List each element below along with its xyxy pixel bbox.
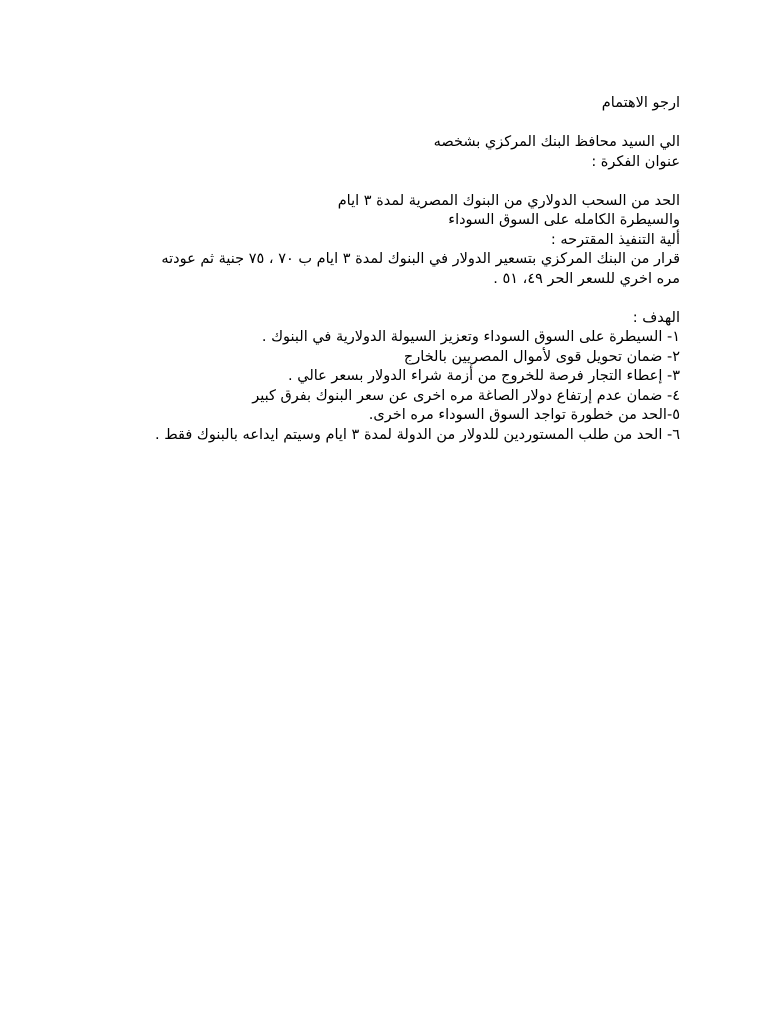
document-body (96, 94, 680, 445)
idea-line: والسيطرة الكامله على السوق السوداء (448, 212, 680, 228)
attention-line: ارجو الاهتمام (601, 95, 680, 111)
idea-title-label: عنوان الفكرة : (591, 153, 680, 170)
goal-item: ٢- ضمان تحويل قوى لأموال المصريين بالخارج (403, 348, 680, 365)
mechanism-line: مره اخري للسعر الحر ٤٩، ٥١ . (493, 270, 680, 287)
idea-line: الحد من السحب الدولاري من البنوك المصرية لمدة ٣ ايام (337, 192, 680, 209)
recipient-line: الي السيد محافظ البنك المركزي بشخصه (433, 134, 680, 150)
goal-item: ٥-الحد من خطورة تواجد السوق السوداء مره اخرى. (368, 407, 680, 423)
goal-item: ٦- الحد من طلب المستوردين للدولار من الدولة لمدة ٣ ايام وسيتم ايداعه بالبنوك فقط . (155, 426, 680, 443)
goal-label: الهدف : (632, 309, 680, 326)
mechanism-label: ألية التنفيذ المقترحه : (550, 231, 680, 248)
mechanism-line: قرار من البنك المركزي بتسعير الدولار في البنوك لمدة ٣ ايام ب ٧٠ ، ٧٥ جنية ثم عودته (161, 251, 680, 267)
goal-item: ٣- إعطاء التجار فرصة للخروج من أزمة شراء الدولار بسعر عالي . (288, 368, 680, 384)
goal-item: ١- السيطرة على السوق السوداء وتعزيز السيولة الدولارية في البنوك . (261, 329, 680, 345)
goal-item: ٤- ضمان عدم إرتفاع دولار الصاغة مره اخرى عن سعر البنوك بفرق كبير (252, 387, 680, 404)
